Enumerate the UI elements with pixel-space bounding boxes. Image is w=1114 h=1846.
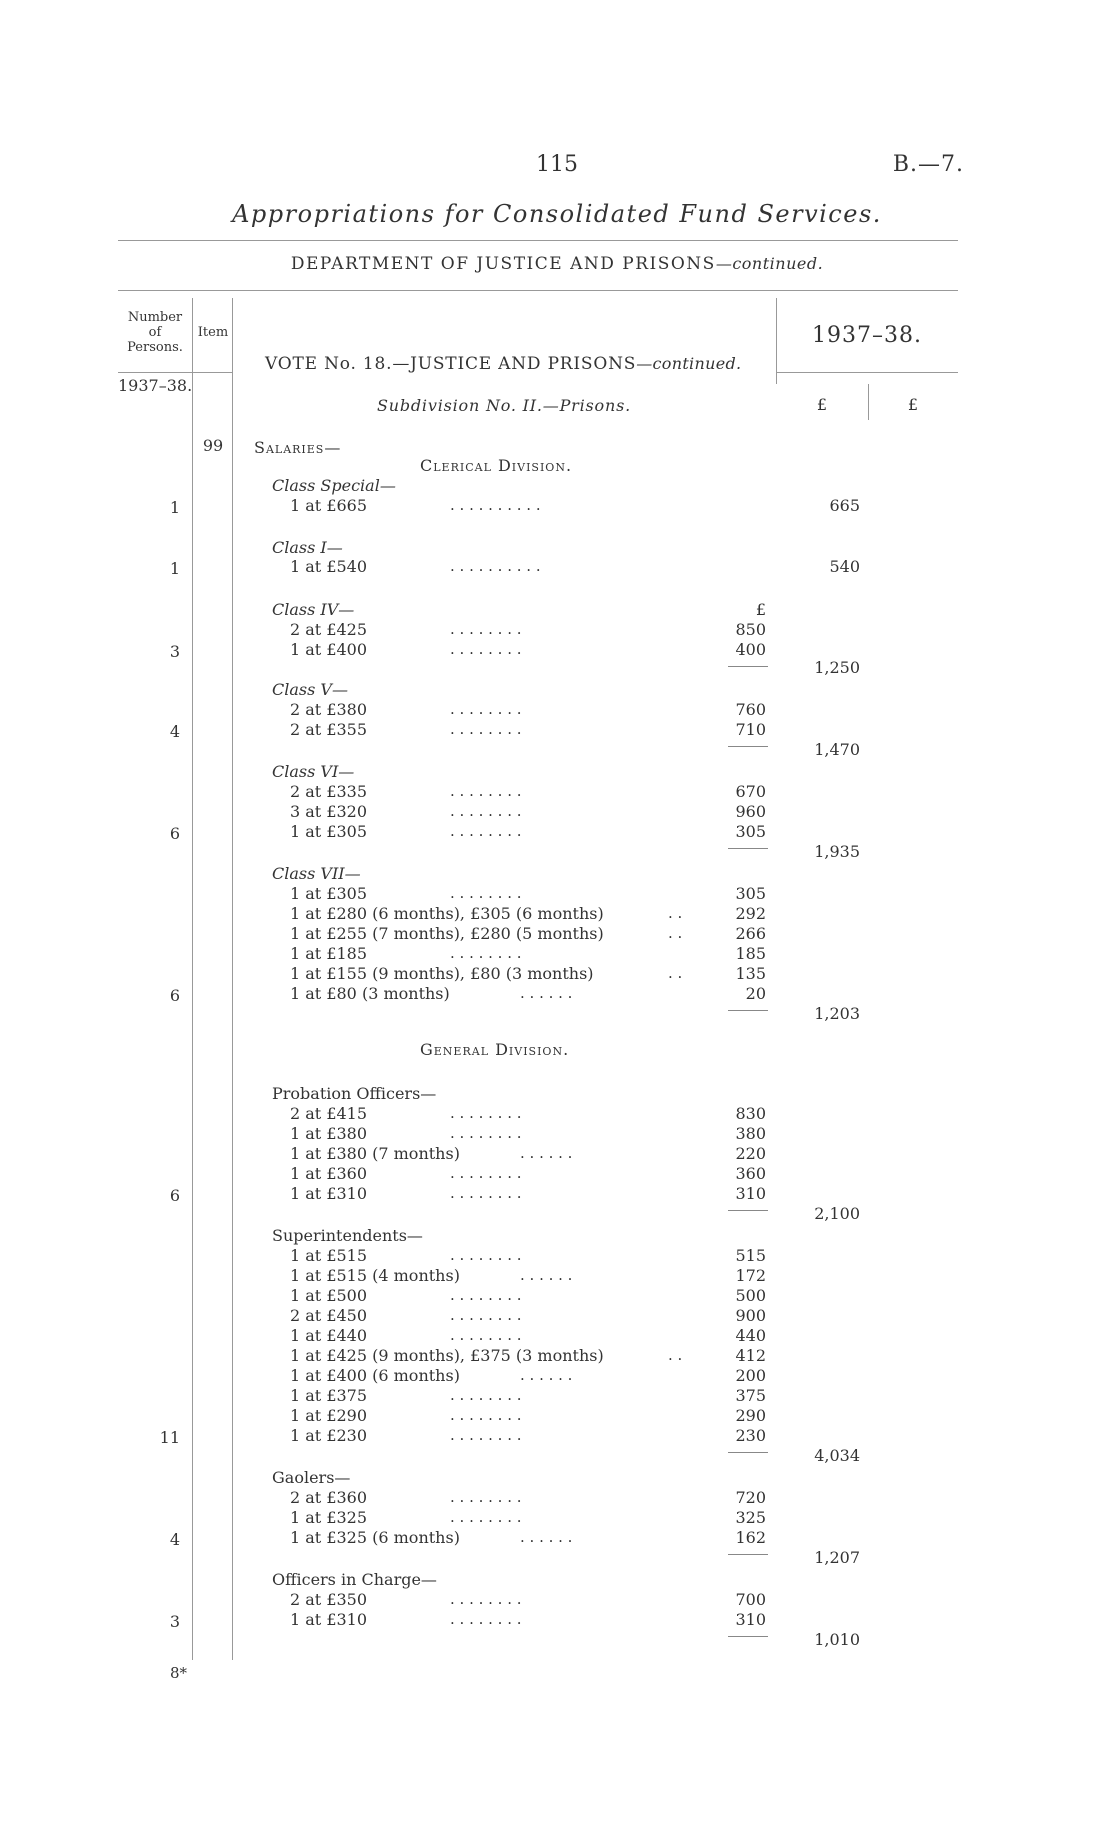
persons-column-header [118, 310, 192, 355]
line-amount: 162 [735, 1528, 766, 1547]
category-total: 1,207 [814, 1548, 860, 1567]
clerical-division-heading: Clerical Division. [420, 456, 573, 475]
leader-dots: . . . . . . [520, 984, 573, 1002]
line-amount: 220 [735, 1144, 766, 1163]
leader-dots: . . . . . . . . [450, 822, 522, 840]
salary-line: 1 at £515 (4 months) [290, 1266, 460, 1285]
department-name: DEPARTMENT OF JUSTICE AND PRISONS [290, 254, 716, 274]
persons-count: 6 [169, 986, 180, 1005]
subtotal-rule [728, 848, 768, 849]
leader-dots: . . . . . . . . [450, 1326, 522, 1344]
leader-dots: . . . . . . . . [450, 1610, 522, 1628]
persons-column-divider [192, 298, 193, 1660]
line-amount: 500 [735, 1286, 766, 1305]
line-amount: 230 [735, 1426, 766, 1445]
salary-line: 1 at £280 (6 months), £305 (6 months) [290, 904, 604, 923]
leader-dots: . . . . . . . . [450, 1286, 522, 1304]
line-amount: 172 [735, 1266, 766, 1285]
salary-line: 2 at £380 [290, 700, 368, 719]
line-amount: 515 [735, 1246, 766, 1265]
leader-dots: . . . . . . . . [450, 1426, 522, 1444]
class-label: Class Special— [272, 476, 396, 495]
leader-dots: . . . . . . . . [450, 782, 522, 800]
leader-dots: . . . . . . . . [450, 720, 522, 738]
category-total: 4,034 [814, 1446, 860, 1465]
salary-line: 1 at £325 [290, 1508, 368, 1527]
persons-count: 3 [169, 1612, 180, 1631]
salary-line: 1 at £440 [290, 1326, 368, 1345]
line-amount: 960 [735, 802, 766, 821]
department-suffix: —continued. [715, 254, 824, 273]
salary-line: 2 at £450 [290, 1306, 368, 1325]
persons-header-line: of [148, 325, 162, 340]
leader-dots: . . . . . . . . [450, 1508, 522, 1526]
category-total: 1,010 [814, 1630, 860, 1649]
leader-dots: . . . . . . . . [450, 1590, 522, 1608]
page-number: 115 [536, 152, 578, 177]
leader-dots: . . . . . . . . [450, 1246, 522, 1264]
persons-count: 6 [169, 824, 180, 843]
subdivision-heading: Subdivision No. II.—Prisons. [376, 396, 631, 415]
line-amount: 310 [735, 1184, 766, 1203]
salary-line: 1 at £290 [290, 1406, 368, 1425]
leader-dots: . . . . . . . . [450, 1488, 522, 1506]
line-amount: 900 [735, 1306, 766, 1325]
salary-line: 1 at £400 (6 months) [290, 1366, 460, 1385]
line-amount: 325 [735, 1508, 766, 1527]
line-amount: 290 [735, 1406, 766, 1425]
class-total: 540 [829, 557, 860, 576]
persons-count: 1 [169, 498, 180, 517]
title-rule [118, 240, 958, 241]
class-label: Class I— [272, 538, 343, 557]
table-top-rule [118, 290, 958, 291]
leader-dots: . . . . . . . . . . [450, 557, 541, 575]
vote-suffix: —continued. [636, 354, 742, 373]
document-reference: B.—7. [892, 152, 964, 177]
salary-line: 2 at £335 [290, 782, 368, 801]
salary-line: 2 at £350 [290, 1590, 368, 1609]
line-amount: 305 [735, 884, 766, 903]
line-amount: 720 [735, 1488, 766, 1507]
salary-line: 2 at £360 [290, 1488, 368, 1507]
leader-dots: . . . . . . [520, 1144, 573, 1162]
persons-count: 1 [169, 559, 180, 578]
salary-line: 1 at £400 [290, 640, 368, 659]
leader-dots: . . . . . . . . [450, 1306, 522, 1324]
salary-line: 1 at £515 [290, 1246, 368, 1265]
salary-line: 1 at £155 (9 months), £80 (3 months) [290, 964, 594, 983]
salary-line: 1 at £255 (7 months), £280 (5 months) [290, 924, 604, 943]
category-label: Officers in Charge— [272, 1570, 437, 1589]
leader-dots: . . . . . . . . [450, 802, 522, 820]
salaries-heading: Salaries— [254, 438, 342, 457]
item-column-divider [232, 298, 233, 1660]
subtotal-rule [728, 1636, 768, 1637]
persons-year-header: 1937–38. [118, 376, 193, 395]
category-label: Gaolers— [272, 1468, 351, 1487]
class-label: Class V— [272, 680, 348, 699]
category-label: Superintendents— [272, 1226, 423, 1245]
salary-line: 1 at £425 (9 months), £375 (3 months) [290, 1346, 604, 1365]
salary-line: 2 at £415 [290, 1104, 368, 1123]
salary-line: 1 at £665 [290, 496, 368, 515]
persons-count: 11 [159, 1428, 180, 1447]
class-total: 665 [829, 496, 860, 515]
line-amount: 830 [735, 1104, 766, 1123]
salary-line: 1 at £305 [290, 884, 368, 903]
item-column-header: Item [197, 325, 229, 340]
line-amount: 266 [735, 924, 766, 943]
class-label: Class IV— [272, 600, 355, 619]
line-amount: 310 [735, 1610, 766, 1629]
leader-dots: . . . . . . . . [450, 1406, 522, 1424]
line-amount: 305 [735, 822, 766, 841]
salary-line: 1 at £375 [290, 1386, 368, 1405]
line-amount: 760 [735, 700, 766, 719]
category-total: 2,100 [814, 1204, 860, 1223]
category-label: Probation Officers— [272, 1084, 437, 1103]
salary-line: 1 at £380 (7 months) [290, 1144, 460, 1163]
leader-dots: . . [668, 1346, 683, 1364]
class-total: 1,935 [814, 842, 860, 861]
leader-dots: . . . . . . . . [450, 1104, 522, 1122]
persons-count: 4 [169, 1530, 180, 1549]
line-amount: 700 [735, 1590, 766, 1609]
class-total: 1,470 [814, 740, 860, 759]
class-total: 1,203 [814, 1004, 860, 1023]
leader-dots: . . [668, 964, 683, 982]
salary-line: 1 at £230 [290, 1426, 368, 1445]
salary-line: 3 at £320 [290, 802, 368, 821]
page-title: Appropriations for Consolidated Fund Services. [232, 200, 882, 228]
printer-signature-mark: 8* [170, 1664, 188, 1682]
persons-count: 3 [169, 642, 180, 661]
leader-dots: . . [668, 924, 683, 942]
subtotal-rule [728, 1554, 768, 1555]
line-amount: 200 [735, 1366, 766, 1385]
persons-head-rule [118, 372, 232, 373]
item-number: 99 [202, 436, 224, 455]
line-amount: 292 [735, 904, 766, 923]
leader-dots: . . . . . . . . . . [450, 496, 541, 514]
salary-line: 2 at £425 [290, 620, 368, 639]
line-amount: 710 [735, 720, 766, 739]
leader-dots: . . . . . . . . [450, 1184, 522, 1202]
persons-header-line: Persons. [127, 340, 183, 355]
salary-line: 1 at £360 [290, 1164, 368, 1183]
leader-dots: . . . . . . . . [450, 700, 522, 718]
salary-line: 1 at £305 [290, 822, 368, 841]
leader-dots: . . . . . . [520, 1528, 573, 1546]
pound-column-header-1: £ [816, 395, 828, 414]
leader-dots: . . . . . . . . [450, 640, 522, 658]
line-amount: 670 [735, 782, 766, 801]
leader-dots: . . . . . . . . [450, 1164, 522, 1182]
line-amount: 375 [735, 1386, 766, 1405]
salary-line: 1 at £185 [290, 944, 368, 963]
persons-count: 6 [169, 1186, 180, 1205]
line-amount: 380 [735, 1124, 766, 1143]
subtotal-rule [728, 746, 768, 747]
salary-line: 1 at £325 (6 months) [290, 1528, 460, 1547]
class-label: Class VI— [272, 762, 355, 781]
line-amount: 20 [745, 984, 766, 1003]
salary-line: 1 at £500 [290, 1286, 368, 1305]
leader-dots: . . . . . . . . [450, 884, 522, 902]
line-amount: 360 [735, 1164, 766, 1183]
salary-line: 1 at £540 [290, 557, 368, 576]
department-heading [0, 254, 1114, 274]
class-total: 1,250 [814, 658, 860, 677]
leader-dots: . . . . . . . . [450, 944, 522, 962]
salary-line: 1 at £310 [290, 1184, 368, 1203]
subtotal-rule [728, 666, 768, 667]
year-head-rule [776, 372, 958, 373]
salary-line: 1 at £80 (3 months) [290, 984, 450, 1003]
leader-dots: . . [668, 904, 683, 922]
subtotal-rule [728, 1452, 768, 1453]
line-amount: 185 [735, 944, 766, 963]
salary-line: 1 at £380 [290, 1124, 368, 1143]
general-division-heading: General Division. [420, 1040, 570, 1059]
leader-dots: . . . . . . [520, 1266, 573, 1284]
persons-count: 4 [169, 722, 180, 741]
line-amount: 412 [735, 1346, 766, 1365]
line-amount: 440 [735, 1326, 766, 1345]
subtotal-rule [728, 1010, 768, 1011]
pound-column-header-2: £ [907, 395, 919, 414]
class-label: Class VII— [272, 864, 361, 883]
amount-pound-sign: £ [755, 600, 766, 619]
line-amount: 850 [735, 620, 766, 639]
leader-dots: . . . . . . . . [450, 1386, 522, 1404]
line-amount: 135 [735, 964, 766, 983]
salary-line: 1 at £310 [290, 1610, 368, 1629]
vote-heading [265, 354, 741, 374]
subtotal-rule [728, 1210, 768, 1211]
leader-dots: . . . . . . . . [450, 620, 522, 638]
vote-title: VOTE No. 18.—JUSTICE AND PRISONS [265, 354, 637, 374]
year-column-header: 1937–38. [812, 323, 922, 348]
salary-line: 2 at £355 [290, 720, 368, 739]
persons-header-line: Number [127, 310, 183, 325]
leader-dots: . . . . . . . . [450, 1124, 522, 1142]
leader-dots: . . . . . . [520, 1366, 573, 1384]
line-amount: 400 [735, 640, 766, 659]
